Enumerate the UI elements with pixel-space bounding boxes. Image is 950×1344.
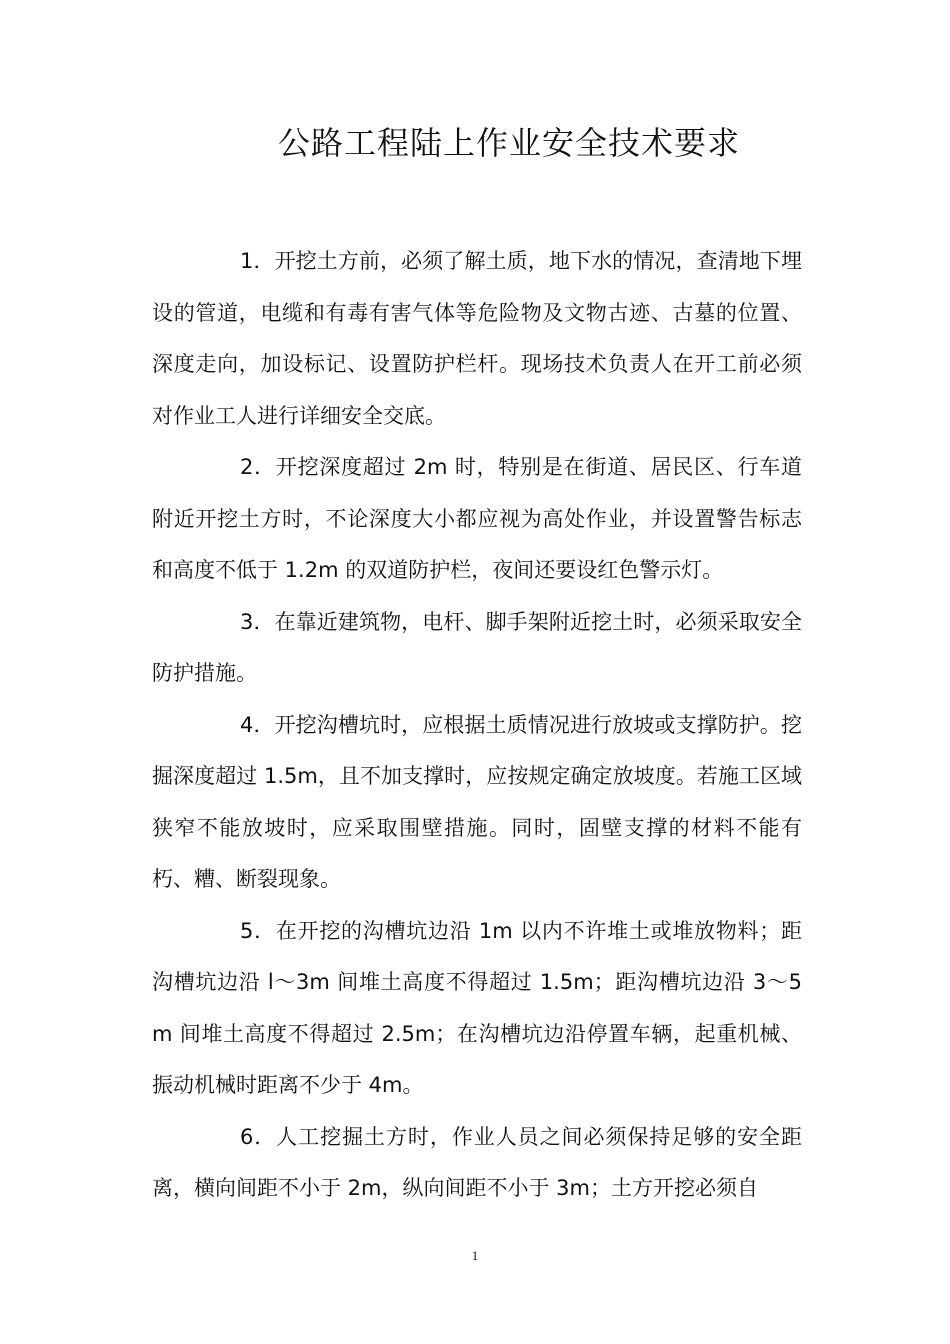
paragraph-2: 2．开挖深度超过 2m 时，特别是在街道、居民区、行车道附近开挖土方时，不论深度大小都应视为高处作业，并设置警告标志和高度不低于 1.2m 的双道防护栏，夜间还要设红色警示灯。 [152,455,802,582]
page-title: 公路工程陆上作业安全技术要求 [277,124,740,162]
page-number: 1 [471,1248,479,1263]
paragraph-4: 4．开挖沟槽坑时，应根据土质情况进行放坡或支撑防护。挖掘深度超过 1.5m，且不加支撑时，应按规定确定放坡度。若施工区域狭窄不能放坡时，应采取围壁措施。同时，固壁支撑的材料不能有朽、糟、断裂现象。 [152,712,802,891]
paragraph-6: 6．人工挖掘土方时，作业人员之间必须保持足够的安全距离，横向间距不小于 2m，纵向间距不小于 3m；土方开挖必须自 [152,1124,802,1200]
document-body [152,236,802,1215]
paragraph-5: 5．在开挖的沟槽坑边沿 1m 以内不许堆土或堆放物料；距沟槽坑边沿 l～3m 间堆土高度不得超过 1.5m；距沟槽坑边沿 3～5m 间堆土高度不得超过 2.5m；在沟槽坑边沿停置车辆，起重机械、振动机械时距离不少于 4m。 [152,918,802,1097]
paragraph-3: 3．在靠近建筑物，电杆、脚手架附近挖土时，必须采取安全防护措施。 [152,609,802,685]
paragraph-1: 1．开挖土方前，必须了解土质，地下水的情况，查清地下埋设的管道，电缆和有毒有害气体等危险物及文物古迹、古墓的位置、深度走向，加设标记、设置防护栏杆。现场技术负责人在开工前必须对作业工人进行详细安全交底。 [152,249,802,428]
